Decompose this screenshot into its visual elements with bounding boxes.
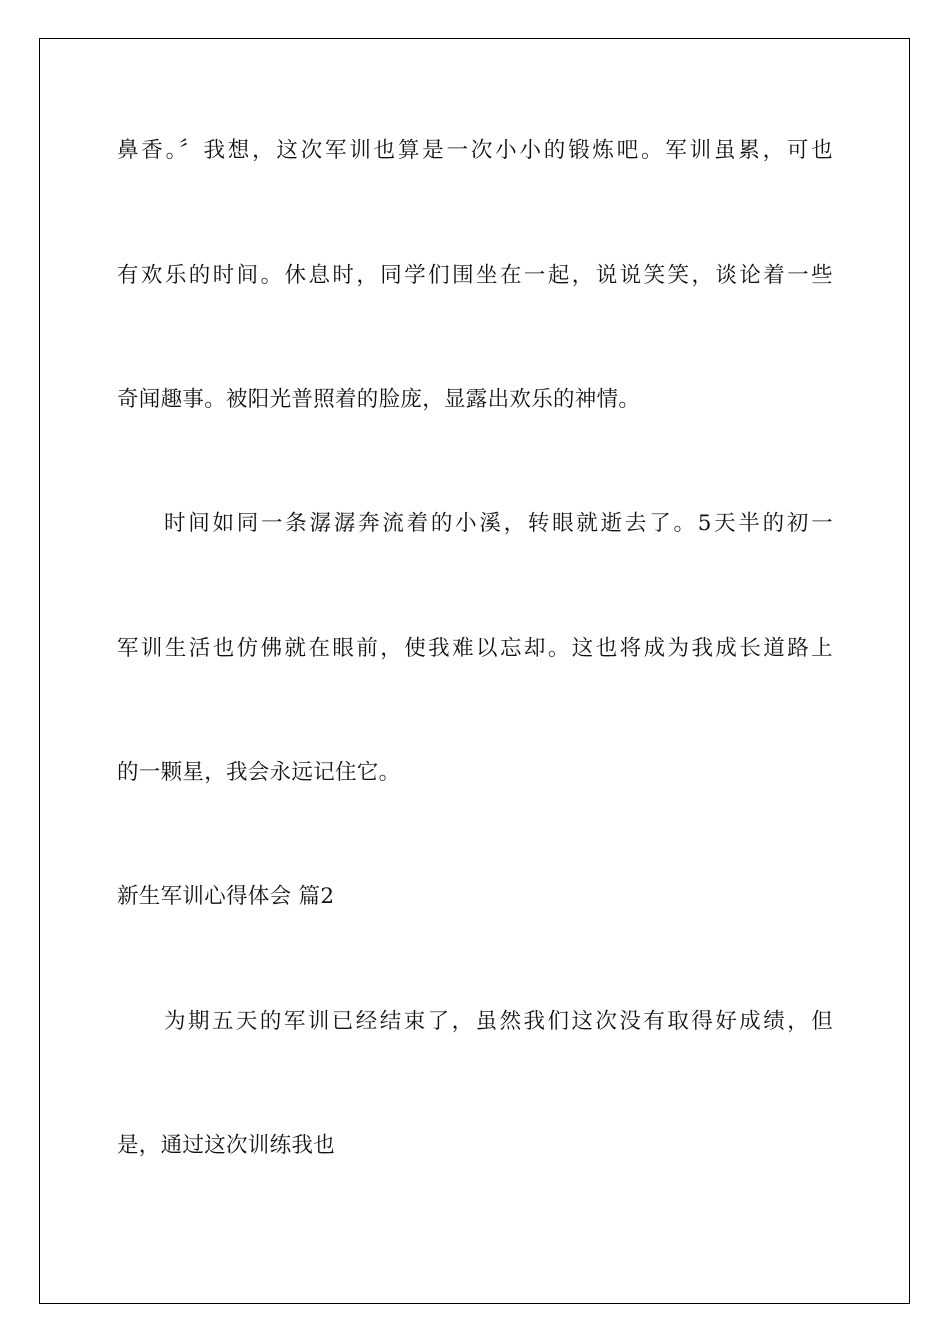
- paragraph-line: 为期五天的军训已经结束了，虽然我们这次没有取得好成绩，但: [164, 1009, 833, 1034]
- section-heading: 新生军训心得体会 篇2: [117, 884, 335, 909]
- page-border: [39, 38, 910, 1304]
- paragraph-line: 鼻香。〞我想，这次军训也算是一次小小的锻炼吧。军训虽累，可也: [117, 138, 833, 163]
- paragraph-line: 有欢乐的时间。休息时，同学们围坐在一起，说说笑笑，谈论着一些: [117, 263, 833, 288]
- paragraph-line: 奇闻趣事。被阳光普照着的脸庞，显露出欢乐的神情。: [117, 387, 641, 412]
- paragraph-line: 时间如同一条潺潺奔流着的小溪，转眼就逝去了。5天半的初一: [164, 511, 833, 536]
- paragraph-line: 军训生活也仿佛就在眼前，使我难以忘却。这也将成为我成长道路上: [117, 636, 833, 661]
- paragraph-line: 是，通过这次训练我也: [117, 1133, 336, 1158]
- paragraph-line: 的一颗星，我会永远记住它。: [117, 760, 401, 785]
